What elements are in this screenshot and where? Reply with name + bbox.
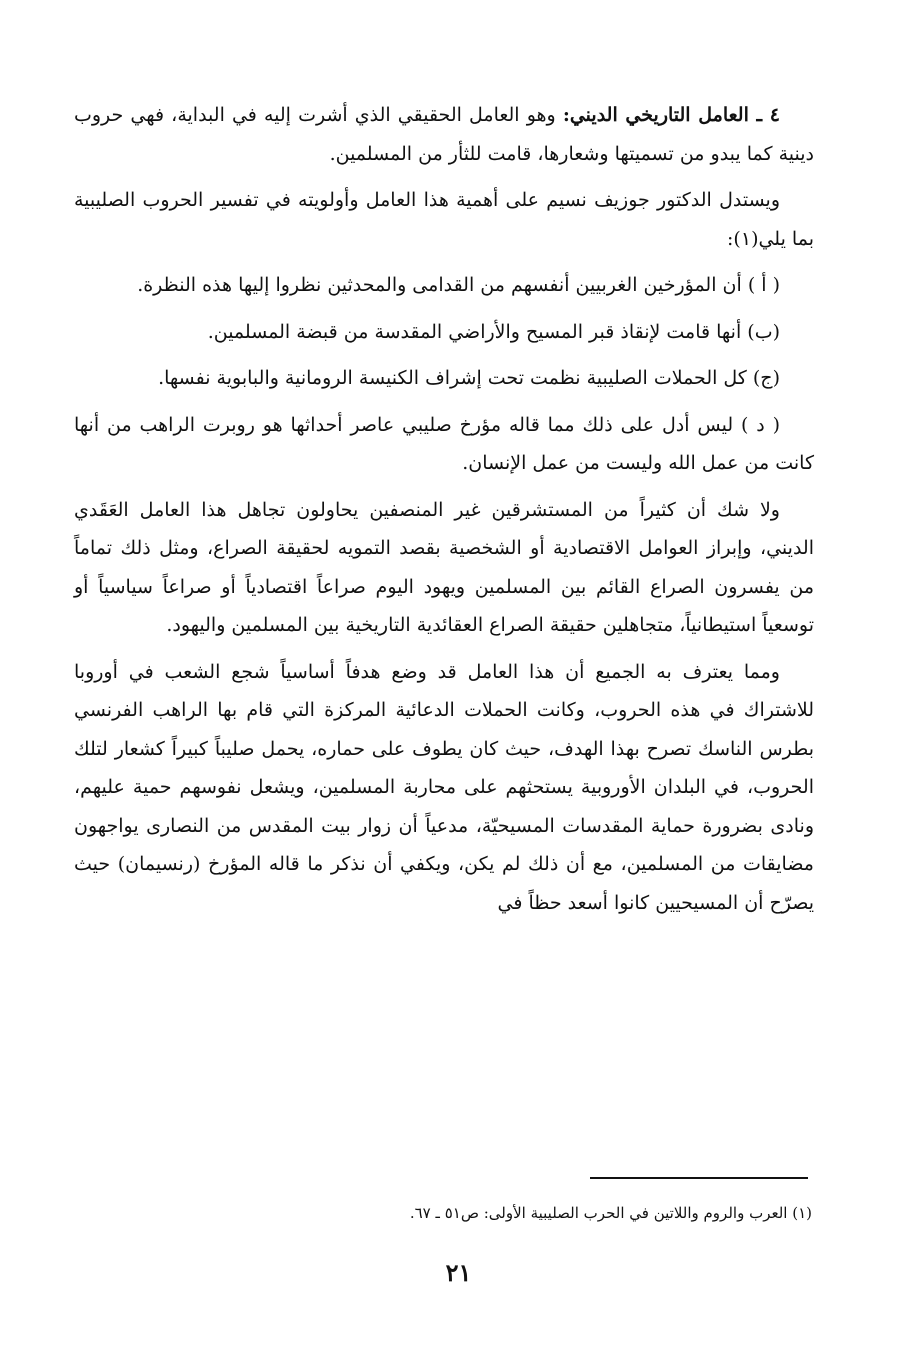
section-4-heading: ٤ ـ العامل التاريخي الديني:: [562, 104, 781, 126]
paragraph-peter-hermit: ومما يعترف به الجميع أن هذا العامل قد وضع هدفاً أساسياً شجع الشعب في أوروبا للاشتراك في هذه الحروب، وكانت الحملات الدعائية المركزة التي قام بها الراهب الفرنسي بطرس الناسك تصرح بهذا الهدف، حيث كان يطوف على حماره، يحمل صليباً كبيراً كشعار لتلك الحروب، في البلدان الأوروبية يستحثهم على محاربة المسلمين، ويشعل نفوسهم حمية عليهم، ونادى بضرورة حماية المقدسات المسيحيّة، مدعياً أن زوار بيت المقدس من النصارى يواجهون مضايقات من المسلمين، مع أن ذلك لم يكن، ويكفي أن نذكر ما قاله المؤرخ (رنسيمان) حيث يصرّح أن المسيحيين كانوا أسعد حظاً في: [74, 660, 814, 914]
paragraph-section-4: [74, 96, 814, 173]
main-text: [74, 96, 814, 930]
footnote: (١) العرب والروم واللاتين في الحرب الصليبية الأولى: ص٥١ ـ ٦٧.: [409, 1204, 812, 1222]
list-item-d: ( د ) ليس أدل على ذلك مما قاله مؤرخ صليبي عاصر أحداثها هو روبرت الراهب من أنها كانت من عمل الله وليست من عمل الإنسان.: [74, 413, 814, 474]
list-item-b: (ب) أنها قامت لإنقاذ قبر المسيح والأراضي المقدسة من قبضة المسلمين.: [207, 320, 780, 343]
list-item-a: ( أ ) أن المؤرخين الغربيين أنفسهم من القدامى والمحدثين نظروا إليها هذه النظرة.: [137, 274, 780, 296]
section-4-text: وهو العامل الحقيقي الذي أشرت إليه في البداية، فهي حروب دينية كما يبدو من تسميتها وشعارها، قامت للثأر من المسلمين.: [74, 104, 814, 165]
page-number: ٢١: [445, 1258, 472, 1287]
paragraph-intro: ويستدل الدكتور جوزيف نسيم على أهمية هذا العامل وأولويته في تفسير الحروب الصليبية بما يلي(١):: [74, 189, 814, 250]
footnote-divider: [590, 1177, 808, 1179]
list-item-c: (ج) كل الحملات الصليبية نظمت تحت إشراف الكنيسة الرومانية والبابوية نفسها.: [158, 367, 780, 389]
paragraph-orientalists: ولا شك أن كثيراً من المستشرقين غير المنصفين يحاولون تجاهل هذا العامل العَقَدي الديني، وإبراز العوامل الاقتصادية أو الشخصية بقصد التمويه لحقيقة الصراع، ومثل ذلك تماماً من يفسرون الصراع القائم بين المسلمين ويهود اليوم صراعاً اقتصادياً أو صراعاً سياسياً أو توسعياً استيطانياً، متجاهلين حقيقة الصراع العقائدية التاريخية بين المسلمين واليهود.: [74, 498, 814, 636]
